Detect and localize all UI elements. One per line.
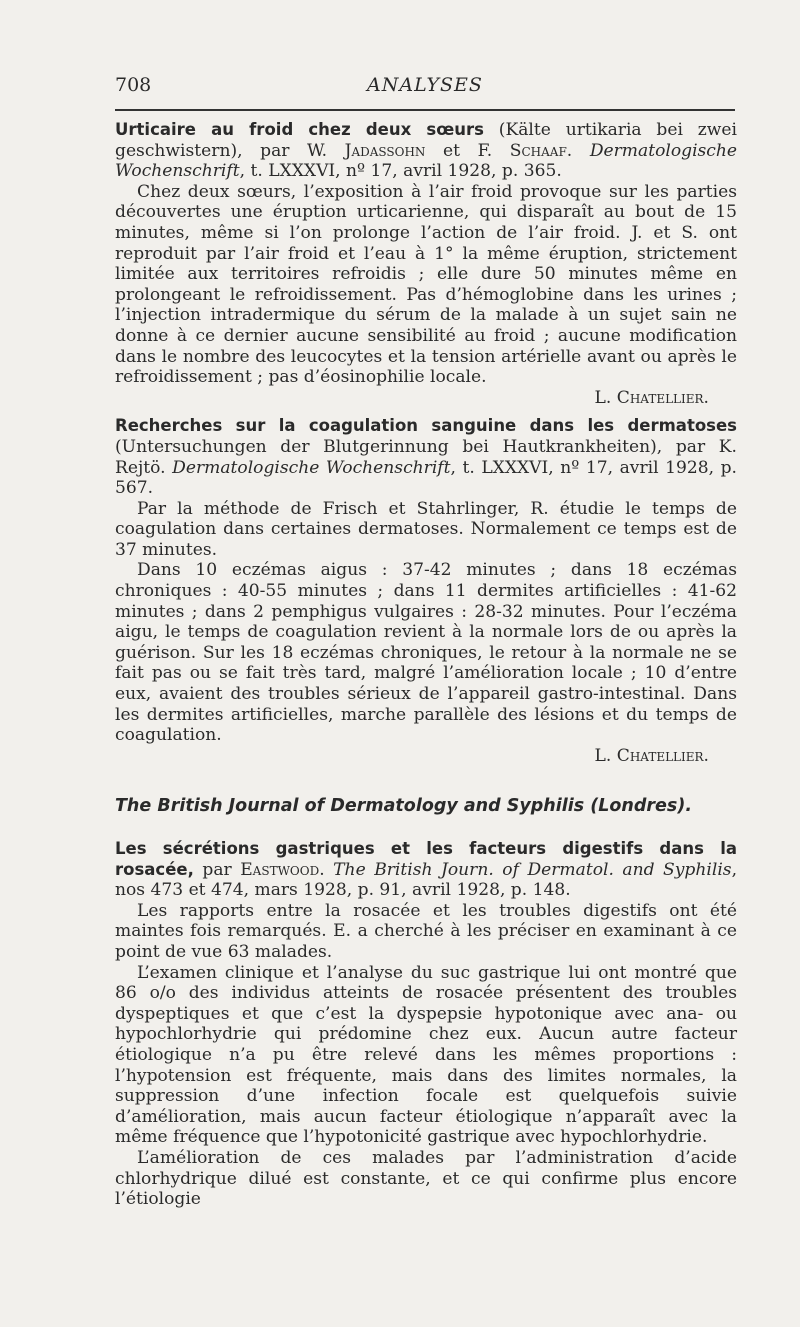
article-2-title: Recherches sur la coagulation sanguine dans les dermatoses xyxy=(115,416,737,436)
article-3-title: Les sécrétions gastriques et les facteurs digestifs dans la rosacée, xyxy=(115,839,737,879)
running-head: ANALYSES xyxy=(367,74,483,96)
article-2-signature: L. Chatellier. xyxy=(594,745,709,766)
author-name: Eastwood xyxy=(240,859,320,880)
article-2-paragraph: Par la méthode de Frisch et Stahrlinger, R. étudie le temps de coagulation dans certaines dermatoses. Normalement ce temps est de 37 minutes. xyxy=(115,498,737,560)
journal-name: Dermatologische Wochenschrift xyxy=(172,457,451,478)
author-name: Jadassohn xyxy=(344,140,426,161)
article-3-heading: Les sécrétions gastriques et les facteurs digestifs dans la rosacée, par Eastwood. The British Journ. of Dermatol. and Syphilis, nos 473 et 474, mars 1928, p. 91, avril 1928, p. 148. xyxy=(115,839,737,901)
page-number: 708 xyxy=(115,74,152,96)
journal-name: Dermatologische Wochenschrift xyxy=(115,140,738,182)
header-rule xyxy=(115,109,735,111)
article-3-paragraph: L’examen clinique et l’analyse du suc gastrique lui ont montré que 86 o/o des individus atteints de rosacée présentent des troubles dyspeptiques et que c’est la dyspepsie hypotonique avec ana- ou hypochlorhydrie qui prédomine chez eux. Aucun autre facteur étiologique n’a pu être relevé dans les mêmes proportions : l’hypotension est fréquente, mais dans des limites normales, la suppression d’une infection focale est quelquefois suivie d’amélioration, mais aucun facteur étiologique n’apparaît avec la même fréquence que l’hypotonicité gastrique avec hypochlorhydrie. xyxy=(115,962,737,1148)
article-2-paragraph: Dans 10 eczémas aigus : 37-42 minutes ; dans 18 eczémas chroniques : 40-55 minutes ; dans 11 dermites artificielles : 41-62 minutes ; dans 2 pemphigus vulgaires : 28-32 minutes. Pour l’eczéma aigu, le temps de coagulation revient à la normale lors de ou après la guérison. Sur les 18 eczémas chroniques, le retour à la normale ne se fait pas ou se fait très tard, malgré l’amélioration locale ; 10 d’entre eux, avaient des troubles sérieux de l’appareil gastro-intestinal. Dans les dermites artificielles, marche parallèle des lésions et du temps de coagulation. xyxy=(115,560,737,746)
article-1-paragraph: Chez deux sœurs, l’exposition à l’air froid provoque sur les parties découvertes une éruption urticarienne, qui disparaît au bout de 15 minutes, même si l’on prolonge l’action de l’air froid. J. et S. ont reproduit par l’air froid et l’eau à 1° la même éruption, strictement limitée aux territoires refroidis ; elle dure 50 minutes même en prolongeant le refroidissement. Pas d’hémoglobine dans les urines ; l’injection intradermique du sérum de la malade à un sujet sain ne donne à ce dernier aucune sensibilité au froid ; aucune modification dans le nombre des leucocytes et la tension artérielle avant ou après le refroidissement ; pas d’éosinophilie locale. xyxy=(115,181,737,388)
author-name: Schaaf xyxy=(509,140,567,161)
page-body xyxy=(115,120,737,1210)
article-1-title: Urticaire au froid chez deux sœurs xyxy=(115,120,484,139)
article-1-heading: Urticaire au froid chez deux sœurs (Kälte urtikaria bei zwei geschwistern), par W. Jadassohn et F. Schaaf. Dermatologische Wochenschrift, t. LXXXVI, nº 17, avril 1928, p. 365. xyxy=(115,120,738,182)
article-2-heading: Recherches sur la coagulation sanguine dans les dermatoses (Untersuchungen der Blutgerinnung bei Hautkrankheiten), par K. Rejtö. Dermatologische Wochenschrift, t. LXXXVI, nº 17, avril 1928, p. 567. xyxy=(115,416,737,499)
page-header xyxy=(115,70,735,110)
article-1-signature: L. Chatellier. xyxy=(594,387,709,408)
journal-section-heading: The British Journal of Dermatology and Syphilis (Londres). xyxy=(115,796,692,817)
article-3-paragraph: Les rapports entre la rosacée et les troubles digestifs ont été maintes fois remarqués. E. a cherché à les préciser en examinant à ce point de vue 63 malades. xyxy=(115,900,737,962)
journal-name: The British Journ. of Dermatol. and Syphilis xyxy=(333,859,732,880)
article-3-paragraph: L’amélioration de ces malades par l’administration d’acide chlorhydrique dilué est constante, et ce qui confirme plus encore l’étiologie xyxy=(115,1147,737,1210)
